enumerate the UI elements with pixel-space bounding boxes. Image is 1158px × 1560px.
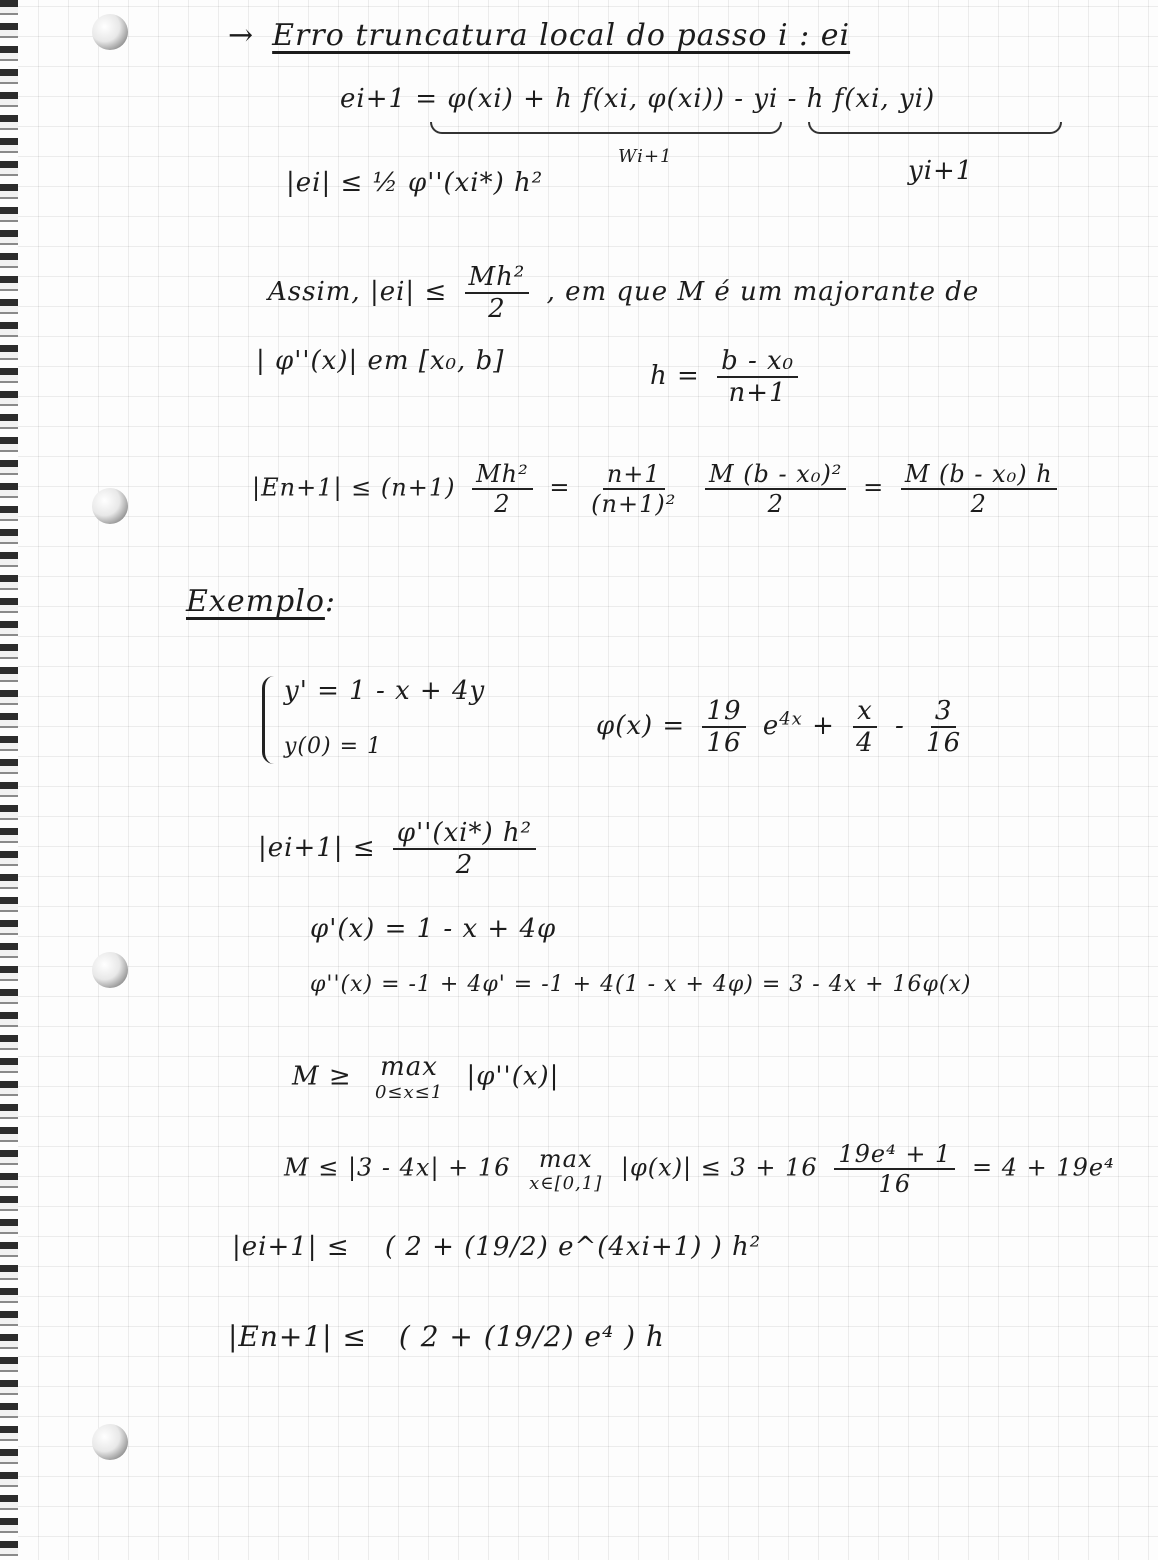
phi-frac-1 [702,696,745,758]
example-title-row [186,584,336,619]
assim-suffix: , em que M é um majorante de [546,277,980,307]
global-frac-3-num: M (b - x₀)² [705,460,846,490]
m-upper-row [284,1140,1115,1198]
local-error-equation: ei+1 = φ(xi) + h f(xi, φ(xi)) - yi - h f(xi, yi) [340,84,936,114]
global-bound-left: |En+1| ≤ [228,1320,367,1353]
assim-frac-num: Mh² [465,262,530,294]
global-error-left: |En+1| ≤ (n+1) [252,473,456,502]
m-upper-left: M ≤ |3 - 4x| + 16 [284,1153,511,1182]
phi-frac-1-num: 19 [702,696,745,728]
m-lower-left: M ≥ [292,1061,352,1092]
majorante-row [256,346,504,376]
equals-sign: = [549,473,571,502]
global-frac-1-num: Mh² [472,460,533,490]
global-frac-4-den: 2 [970,490,987,518]
system-eq-2: y(0) = 1 [284,734,383,759]
phi-frac-3-num: 3 [931,696,957,728]
phi-frac-3 [922,696,965,758]
punch-hole [92,488,128,524]
m-lower-right: |φ''(x)| [466,1061,560,1092]
phi-frac-3-den: 16 [926,728,962,758]
local-error-num: φ''(xi*) h² [393,818,536,850]
phi-frac-2-den: 4 [856,728,874,758]
m-upper-frac-den: 16 [878,1170,912,1198]
system-eq-1: y' = 1 - x + 4y [284,676,486,706]
error-bound-1: |ei| ≤ ½ φ''(xi*) h² [286,168,544,198]
underbrace-right [808,122,1062,134]
global-frac-3 [705,460,846,518]
equals-sign: = [863,473,885,502]
second-derivative: φ''(x) = -1 + 4φ' = -1 + 4(1 - x + 4φ) = 3 - 4x + 16φ(x) [310,972,972,997]
assim-fraction [465,262,530,324]
global-frac-2-num: n+1 [603,460,665,490]
spiral-binding [0,0,18,1560]
global-frac-4-num: M (b - x₀) h [901,460,1057,490]
global-frac-2 [587,460,680,518]
h-def-label: h = [650,361,700,391]
max-label: max [380,1052,438,1082]
heading-row [228,18,850,53]
phi-frac-1-den: 16 [706,728,742,758]
example-colon: : [324,584,336,619]
underbrace-left [430,122,782,134]
phi-exp-base: e [762,711,780,741]
local-bound-left: |ei+1| ≤ [232,1232,350,1262]
global-frac-2-den: (n+1)² [591,490,677,518]
h-fraction [717,346,798,408]
system-brace [262,676,275,764]
assim-prefix: Assim, |ei| ≤ [268,277,448,307]
punch-hole [92,14,128,50]
brace-label-w: Wi+1 [618,146,673,167]
global-frac-4 [901,460,1057,518]
m-lower-row [292,1052,559,1103]
local-error-den: 2 [455,850,474,880]
global-frac-1-den: 2 [494,490,511,518]
phi-exp-sup: 4x [779,708,803,730]
assim-row [268,262,979,324]
global-frac-3-den: 2 [767,490,784,518]
max-subscript: 0≤x≤1 [374,1082,444,1103]
m-lower-max [375,1052,443,1103]
global-bound-expr: ( 2 + (19/2) e⁴ ) h [398,1320,665,1353]
assim-frac-den: 2 [488,294,506,324]
global-bound-final-row [228,1320,665,1353]
punch-hole [92,952,128,988]
global-error-row [252,460,1065,518]
arrow-right-icon: → [228,18,255,53]
h-frac-num: b - x₀ [717,346,798,378]
m-upper-frac-num: 19e⁴ + 1 [834,1140,955,1170]
phi-solution-row [596,696,973,758]
local-error-left: |ei+1| ≤ [258,833,376,863]
minus-sign: - [894,711,905,741]
global-frac-1 [472,460,533,518]
phi-label: φ(x) = [596,711,686,741]
m-upper-fraction [834,1140,955,1198]
local-bound-final-row [232,1232,761,1262]
m-upper-mid: |φ(x)| ≤ 3 + 16 [620,1153,818,1182]
max-label: max [538,1144,593,1173]
phi-frac-2 [852,696,878,758]
heading-text: Erro truncatura local do passo i : ei [272,18,851,53]
m-upper-right: = 4 + 19e⁴ [971,1153,1115,1182]
example-title: Exemplo [186,584,325,619]
h-def-row [650,346,806,408]
first-derivative: φ'(x) = 1 - x + 4φ [310,914,557,944]
brace-label-y: yi+1 [908,156,974,186]
plus-sign: + [812,711,835,741]
max-subscript: x∈[0,1] [529,1172,603,1194]
punch-hole [92,1424,128,1460]
local-error-fraction [393,818,536,880]
m-upper-max [529,1145,602,1194]
h-frac-den: n+1 [728,378,787,408]
local-bound-expr: ( 2 + (19/2) e^(4xi+1) ) h² [384,1232,762,1262]
local-error-bound-row [258,818,544,880]
phi-frac-2-num: x [853,696,877,728]
majorante-left: | φ''(x)| em [x₀, b] [256,346,505,376]
